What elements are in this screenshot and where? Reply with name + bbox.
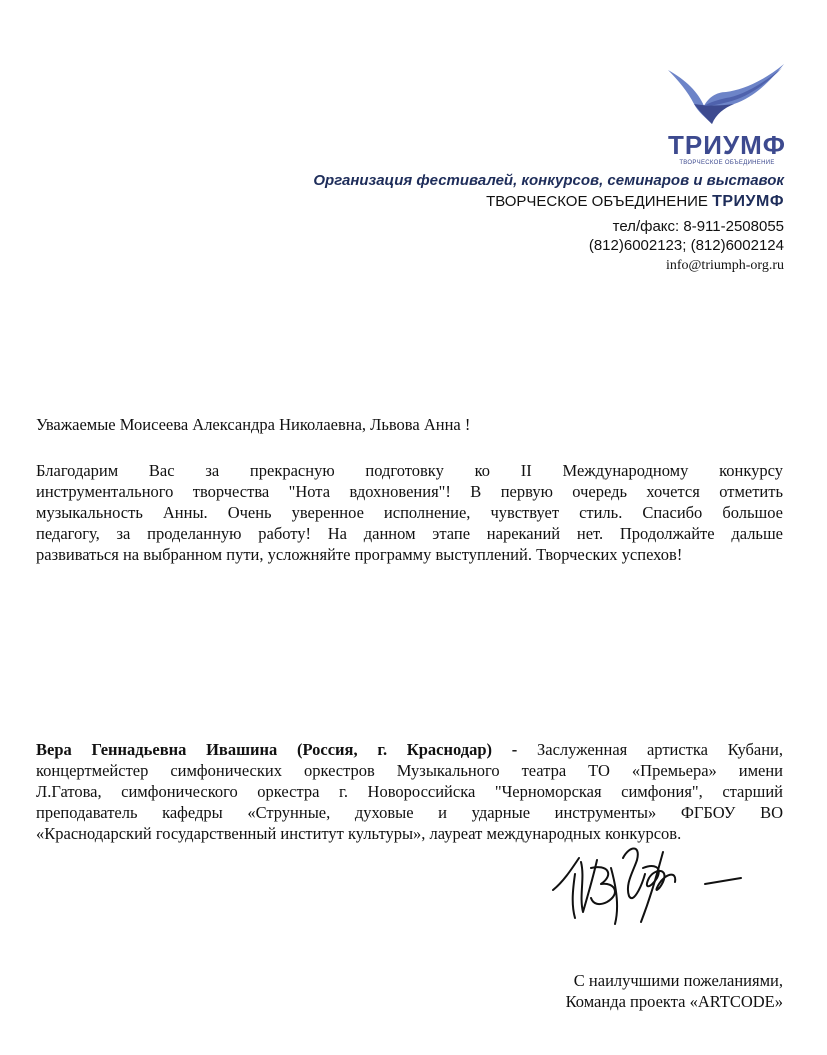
closing-team: Команда проекта «ARTCODE»	[565, 992, 783, 1011]
letter-greeting: Уважаемые Моисеева Александра Николаевна, Львова Анна !	[36, 415, 471, 434]
body-line: Благодарим Вас за прекрасную подготовку ко II Международному конкурсу	[36, 461, 783, 480]
letter-closing	[566, 970, 783, 1012]
juror-line: Л.Гатова, симфонического оркестра г. Новороссийска "Черноморская симфония", старший	[36, 782, 783, 801]
juror-name: Вера Геннадьевна Ивашина (Россия, г. Краснодар) -	[36, 740, 518, 759]
juror-line: «Краснодарский государственный институт культуры», лауреат международных конкурсов.	[36, 824, 682, 843]
juror-line	[36, 739, 783, 760]
body-line: педагогу, за проделанную работу! На данном этапе нареканий нет. Продолжайте дальше	[36, 524, 783, 543]
signature	[545, 838, 745, 928]
bird-logo-icon	[664, 62, 786, 132]
phone-numbers: (812)6002123; (812)6002124	[588, 237, 784, 254]
juror-line: преподаватель кафедры «Струнные, духовые и ударные инструменты» ФГБОУ ВО	[36, 803, 783, 822]
signature-icon	[545, 838, 745, 928]
body-line: развиваться на выбранном пути, усложняйте программу выступлений. Творческих успехов!	[36, 545, 683, 564]
juror-title: Заслуженная артистка Кубани,	[536, 740, 783, 759]
logo-subtitle: ТВОРЧЕСКОЕ ОБЪЕДИНЕНИЕ	[679, 160, 775, 166]
letter-body	[36, 460, 783, 565]
email-address: info@triumph-org.ru	[665, 258, 784, 273]
closing-wishes: С наилучшими пожеланиями,	[573, 971, 783, 990]
logo-word: ТРИУМФ	[668, 130, 786, 160]
logo-text	[668, 132, 786, 167]
organization-name	[486, 193, 784, 211]
juror-info	[36, 739, 783, 844]
organization-brand: ТРИУМФ	[712, 193, 784, 210]
body-line: музыкальность Анны. Очень уверенное исполнение, чувствует стиль. Спасибо большое	[36, 503, 783, 522]
organization-name-prefix: ТВОРЧЕСКОЕ ОБЪЕДИНЕНИЕ	[486, 193, 708, 210]
phone-fax: тел/факс: 8-911-2508055	[612, 218, 784, 235]
juror-line: концертмейстер симфонических оркестров Музыкального театра ТО «Премьера» имени	[36, 761, 783, 780]
organization-tagline: Организация фестивалей, конкурсов, семинаров и выставок	[313, 172, 784, 189]
body-line: инструментального творчества "Нота вдохновения"! В первую очередь хочется отметить	[36, 482, 783, 501]
